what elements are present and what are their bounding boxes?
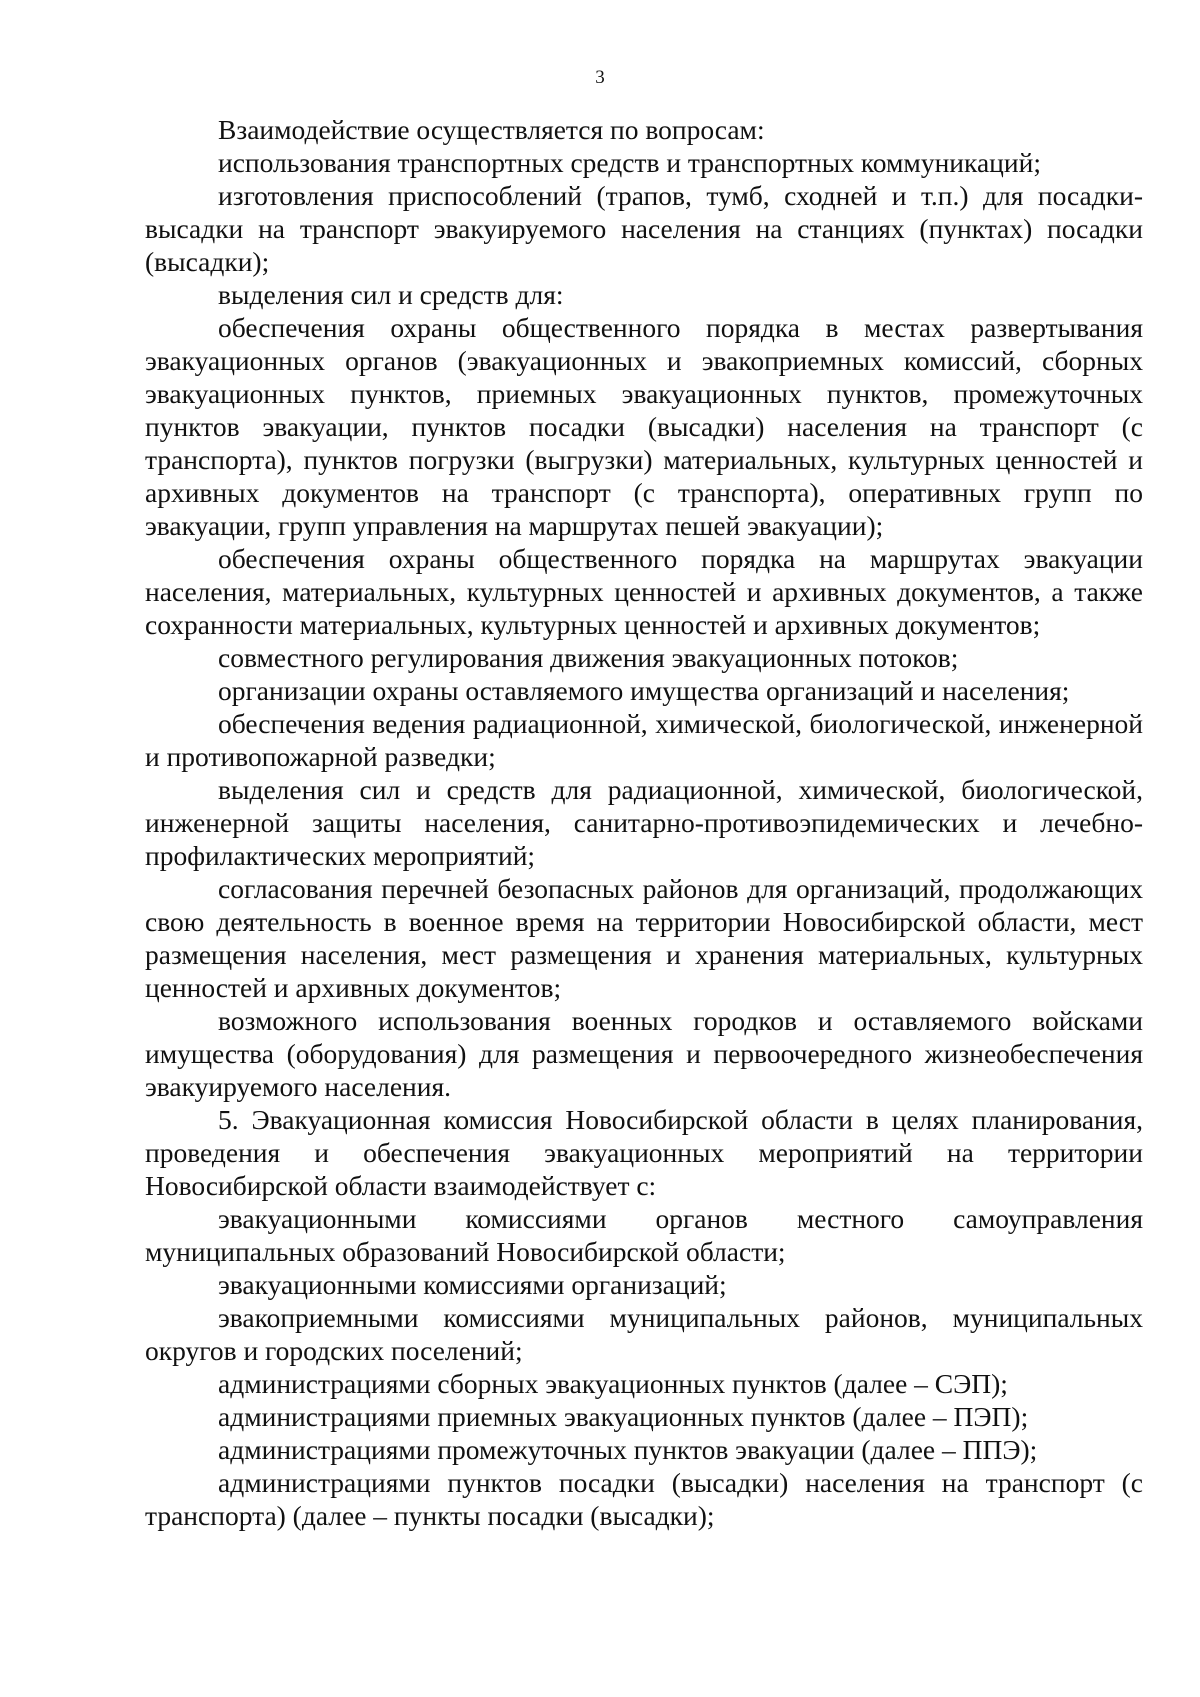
paragraph: эвакуационными комиссиями организаций;: [218, 1269, 727, 1300]
paragraph: эвакоприемными комиссиями муниципальных районов, муниципальных округов и городских поселений;: [145, 1302, 1143, 1366]
paragraph: согласования перечней безопасных районов для организаций, продолжающих свою деятельность в военное время на территории Новосибирской области, мест размещения населения, мест размещения и хранения материальных, культурных ценностей и архивных документов;: [145, 873, 1143, 1003]
paragraph: организации охраны оставляемого имущества организаций и населения;: [218, 675, 1070, 706]
paragraph: выделения сил и средств для:: [218, 279, 564, 310]
paragraph: администрациями приемных эвакуационных пунктов (далее – ПЭП);: [218, 1401, 1029, 1432]
document-body: [145, 113, 1143, 1532]
paragraph: обеспечения охраны общественного порядка на маршрутах эвакуации населения, материальных, культурных ценностей и архивных документов, а также сохранности материальных, культурных ценностей и архивных документов;: [145, 543, 1143, 640]
paragraph: возможного использования военных городков и оставляемого войсками имущества (оборудования) для размещения и первоочередного жизнеобеспечения эвакуируемого населения.: [145, 1005, 1143, 1102]
paragraph: совместного регулирования движения эвакуационных потоков;: [218, 642, 959, 673]
paragraph: изготовления приспособлений (трапов, тумб, сходней и т.п.) для посадки-высадки на транспорт эвакуируемого населения на станциях (пунктах) посадки (высадки);: [145, 180, 1143, 277]
paragraph: Взаимодействие осуществляется по вопросам:: [218, 114, 765, 145]
paragraph: эвакуационными комиссиями органов местного самоуправления муниципальных образований Новосибирской области;: [145, 1203, 1143, 1267]
paragraph: выделения сил и средств для радиационной, химической, биологической, инженерной защиты населения, санитарно-противоэпидемических и лечебно-профилактических мероприятий;: [145, 774, 1143, 871]
paragraph: администрациями сборных эвакуационных пунктов (далее – СЭП);: [218, 1368, 1008, 1399]
paragraph: администрациями промежуточных пунктов эвакуации (далее – ППЭ);: [218, 1434, 1038, 1465]
page-number: 3: [595, 67, 605, 88]
paragraph: обеспечения охраны общественного порядка в местах развертывания эвакуационных органов (эвакуационных и эвакоприемных комиссий, сборных эвакуационных пунктов, приемных эвакуационных пунктов, промежуточных пунктов эвакуации, пунктов посадки (высадки) населения на транспорт (с транспорта), пунктов погрузки (выгрузки) материальных, культурных ценностей и архивных документов на транспорт (с транспорта), оперативных групп по эвакуации, групп управления на маршрутах пешей эвакуации);: [145, 312, 1143, 541]
paragraph: 5. Эвакуационная комиссия Новосибирской области в целях планирования, проведения и обеспечения эвакуационных мероприятий на территории Новосибирской области взаимодействует с:: [145, 1104, 1143, 1201]
paragraph: использования транспортных средств и транспортных коммуникаций;: [218, 147, 1041, 178]
paragraph: администрациями пунктов посадки (высадки) населения на транспорт (с транспорта) (далее – пункты посадки (высадки);: [145, 1467, 1143, 1531]
paragraph: обеспечения ведения радиационной, химической, биологической, инженерной и противопожарной разведки;: [145, 708, 1143, 772]
